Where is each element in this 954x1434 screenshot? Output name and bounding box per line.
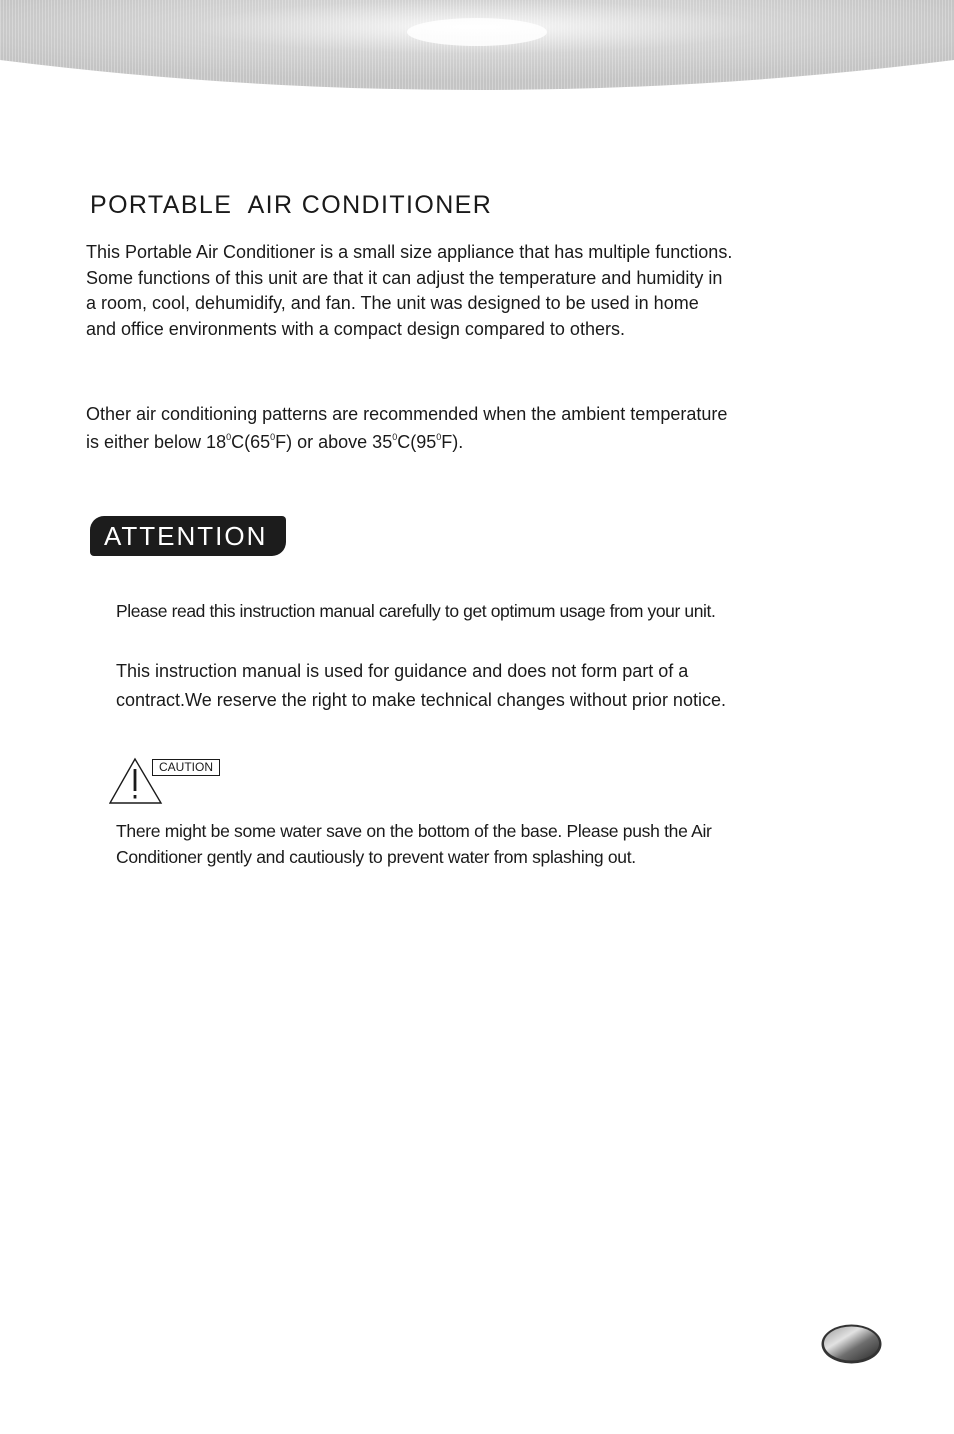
- temperature-note: [86, 400, 826, 459]
- temperature-note-part: is either below 18: [86, 432, 227, 452]
- intro-paragraph: This Portable Air Conditioner is a small size appliance that has multiple functions. Some functions of this unit are that it can adjust the temperature and humidity in a room, cool, dehumidify, and fan. The unit was designed to be used in home and office environments with a compact design compared to others.: [86, 242, 733, 339]
- temperature-note-line1: Other air conditioning patterns are recommended when the ambient temperature: [86, 404, 728, 424]
- page-number-oval: [820, 1323, 883, 1365]
- attention-note-read-manual: Please read this instruction manual carefully to get optimum usage from your unit.: [116, 601, 716, 621]
- temperature-note-part: F) or above 35: [275, 432, 393, 452]
- degree-mark: 0: [226, 432, 232, 442]
- caution-label: CAUTION: [152, 759, 220, 776]
- top-decorative-banner: [0, 0, 954, 96]
- temperature-note-part: F).: [441, 432, 464, 452]
- degree-mark: 0: [392, 432, 398, 442]
- temperature-note-part: C(65: [231, 432, 271, 452]
- degree-mark: 0: [436, 432, 442, 442]
- attention-note-guidance: This instruction manual is used for guidance and does not form part of a contract.We reserve the right to make technical changes without prior notice.: [116, 661, 726, 710]
- caution-text: There might be some water save on the bottom of the base. Please push the Air Conditioner gently and cautiously to prevent water from splashing out.: [116, 821, 712, 867]
- page-title: PORTABLE AIR CONDITIONER: [90, 191, 493, 219]
- temperature-note-part: C(95: [397, 432, 437, 452]
- degree-mark: 0: [270, 432, 276, 442]
- attention-badge: ATTENTION: [90, 516, 286, 556]
